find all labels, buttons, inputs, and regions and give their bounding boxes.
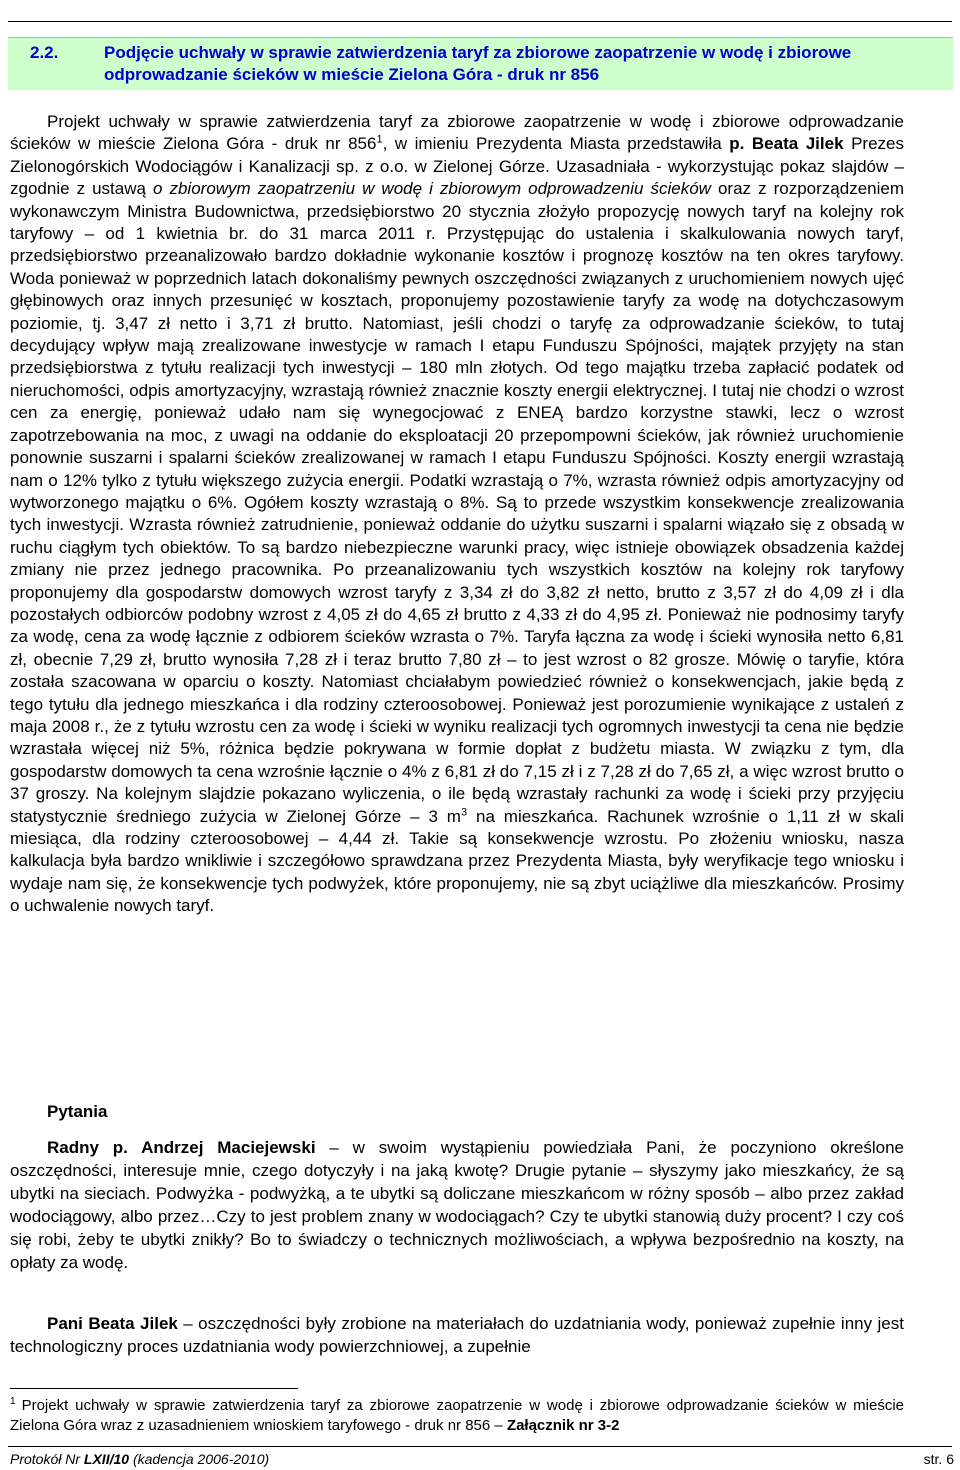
pani-paragraph <box>10 1312 904 1358</box>
cube-superscript: 3 <box>460 805 468 818</box>
intro-text-5: na mieszkańca. Rachunek wzrośnie o 1,11 zł w skali miesiąca, dla rodziny czteroosobowej – 4,44 zł. Takie są konsekwencje wzrostu. Po złożeniu wniosku, nasza kalkulacja była bardzo wnikliwie i szczegółowo sprawdzana przez Prezydenta Miasta, były weryfikacje tego wniosku i wydaje nam się, że konsekwencje tych podwyżek, które proponujemy, nie są zbyt uciążliwe dla mieszkańców. Prosimy o uchwalenie nowych taryf. <box>10 806 904 916</box>
footnote-attachment: Załącznik nr 3-2 <box>506 1417 620 1434</box>
intro-paragraph <box>10 111 904 918</box>
section-title: Podjęcie uchwały w sprawie zatwierdzenia taryf za zbiorowe zaopatrzenie w wodę i zbiorowe odprowadzanie ścieków w mieście Zielona Góra - druk nr 856 <box>104 43 852 84</box>
intro-text-1: Projekt uchwały w sprawie zatwierdzenia taryf za zbiorowe zaopatrzenie w wodę i zbiorowe odprowadzanie ścieków w mieście Zielona Góra - druk nr 856 <box>10 112 904 154</box>
footer-prefix: Protokół Nr <box>10 1451 84 1467</box>
pani-speaker: Pani Beata Jilek <box>47 1314 178 1333</box>
page-number: str. 6 <box>923 1451 954 1467</box>
page-header: LXII nadzwyczajna sesja Rady Miasta Zielona Góra – 5 marca 2010 r. <box>10 0 505 17</box>
speaker-name: p. Beata Jilek <box>729 134 844 154</box>
intro-text-2: , w imieniu Prezydenta Miasta przedstawiła <box>382 134 730 154</box>
footnote-text: Projekt uchwały w sprawie zatwierdzenia taryf za zbiorowe zaopatrzenie w wodę i zbiorowe odprowadzanie ścieków w mieście Zielona Góra wraz z uzasadnieniem wnioskiem taryfowego - druk nr 856 – <box>10 1397 904 1434</box>
intro-text-4: oraz z rozporządzeniem wykonawczym Ministra Budownictwa, przedsiębiorstwo 20 stycznia złożyło propozycję nowych taryf na kolejny rok taryfowy – od 1 kwietnia br. do 31 marca 2011 r. Przystępując do ustalenia i skalkulowania nowych taryf, przedsiębiorstwo przeanalizowało bardzo dokładnie wykonanie kosztów i prognozę kosztów na ten okres taryfowy. Woda ponieważ w poprzednich latach dokonaliśmy pewnych oszczędności związanych z uruchomieniem nowych ujęć głębinowych oraz innych przesunięć w kosztach, proponujemy pozostawienie taryfy za wodę na dotychczasowym poziomie, tj. 3,47 zł netto i 3,71 zł brutto. Natomiast, jeśli chodzi o taryfę za odprowadzanie ścieków, to tutaj decydujący wpływ mają zrealizowane inwestycje w ramach I etapu Funduszu Spójności, majątek przyjęty na stan przedsiębiorstwa z tytułu realizacji tych inwestycji – 180 mln złotych. Od tego majątku trzeba zapłacić podatek od nieruchomości, odpis amortyzacyjny, wzrastają również znacznie koszty energii elektrycznej. I tutaj nie chodzi o wzrost cen za energię, ponieważ udało nam się wynegocjować z ENEĄ bardzo korzystne stawki, lecz o wzrost zapotrzebowania na moc, z uwagi na oddanie do eksploatacji 20 przepompowni ścieków, jak również uruchomienie ponownie suszarni i spalarni ścieków zrealizowanej w ramach I etapu Funduszu Spójności. Koszty energii wzrastają nam o 12% tylko z tytułu większego zużycia energii. Podatki wzrastają o 7%, wzrasta również odpis amortyzacyjny od wytworzonego majątku o 6%. Ogółem koszty wzrastają o 8%. Są to przede wszystkim konsekwencje zrealizowania tych inwestycji. Wzrasta również zatrudnienie, ponieważ oddanie do użytku suszarni i spalarni wiązało się z obsadą w ruchu ciągłym tych obiektów. To są bardzo niebezpieczne warunki pracy, więc istnieje obowiązek obsadzenia każdej zmiany nie przez jednego pracownika. Po przeanalizowaniu tych wszystkich kosztów na kolejny rok taryfowy proponujemy dla gospodarstw domowych wzrost taryfy z 3,34 zł do 3,82 zł netto, brutto z 3,57 zł do 4,09 zł i dla pozostałych odbiorców podobny wzrost z 4,05 zł do 4,65 zł brutto z 4,33 zł do 4,95 zł. Ponieważ nie podnosimy taryfy za wodę, cena za wodę łącznie z odbiorem ścieków wzrasta o 7%. Taryfa łączna za wodę i ścieki wynosiła netto 6,81 zł, obecnie 7,29 zł, brutto wynosiła 7,28 zł i teraz brutto 7,80 zł – to jest wzrost o 82 grosze. Mówię o taryfie, która została szacowana w oparciu o koszty. Natomiast chciałabym powiedzieć również o konsekwencjach, jakie będą z tego tytułu dla jednego mieszkańca i dla rodziny czteroosobowej. Ponieważ jest porozumienie wynikające z ustaleń z maja 2008 r., że z tytułu wzrostu cen za wodę i ścieki w wyniku realizacji tych ogromnych inwestycji ta cena nie będzie wzrastała więcej niż 5%, różnica będzie pokrywana w formie dopłat z budżetu miasta. W związku z tym, dla gospodarstw domowych ta cena wzrośnie łącznie o 4% z 6,81 zł do 7,15 zł i z 7,28 zł do 7,65 zł, a więc wzrost brutto o 37 groszy. Na kolejnym slajdzie pokazano wyliczenia, o ile będą wzrastały rachunki za wodę i ścieki przy przyjęciu statystycznie średniego zużycia w Zielonej Górze – 3 m <box>10 179 904 826</box>
footer-number: LXII/10 <box>83 1451 130 1467</box>
questions-heading: Pytania <box>47 1102 108 1121</box>
footer-term: (kadencja 2006-2010) <box>129 1451 270 1467</box>
footnote-ref: 1 <box>376 133 383 146</box>
radny-paragraph <box>10 1136 904 1274</box>
header-rule <box>8 21 952 22</box>
radny-speaker: Radny p. Andrzej Maciejewski <box>47 1138 316 1157</box>
footer-protocol <box>10 1450 269 1468</box>
footnote-mark: 1 <box>10 1396 16 1407</box>
section-number: 2.2. <box>30 43 59 62</box>
law-title: o zbiorowym zaopatrzeniu w wodę i zbiorowym odprowadzeniu ścieków <box>153 179 711 199</box>
footnote-rule <box>10 1388 298 1389</box>
radny-text: – w swoim wystąpieniu powiedziała Pani, że poczyniono określone oszczędności, interesuje mnie, czego dotyczyły i na jaką kwotę? Drugie pytanie – słyszymy jako mieszkańcy, że są ubytki na sieciach. Podwyżka - podwyżką, a te ubytki są doliczane mieszkańcom w różny sposób – albo przez zakład wodociągowy, albo przez…Czy to jest problem znany w wodociągach? Czy te ubytki stanowią duży procent? I czy coś się robi, żeby te ubytki znikły? Bo to świadczy o technicznych możliwościach, a wpływa bezpośrednio na koszty, na opłaty za wodę. <box>10 1138 904 1272</box>
footnote <box>10 1396 904 1436</box>
intro-text-3: Prezes Zielonogórskich Wodociągów i Kanalizacji sp. z o.o. w Zielonej Górze. Uzasadniała - wykorzystując pokaz slajdów – zgodnie z ustawą <box>10 134 904 199</box>
footer-rule <box>8 1446 952 1447</box>
pani-text: – oszczędności były zrobione na materiałach do uzdatniania wody, ponieważ zupełnie inny jest technologiczny proces uzdatniania wody powierzchniowej, a zupełnie <box>10 1314 904 1356</box>
